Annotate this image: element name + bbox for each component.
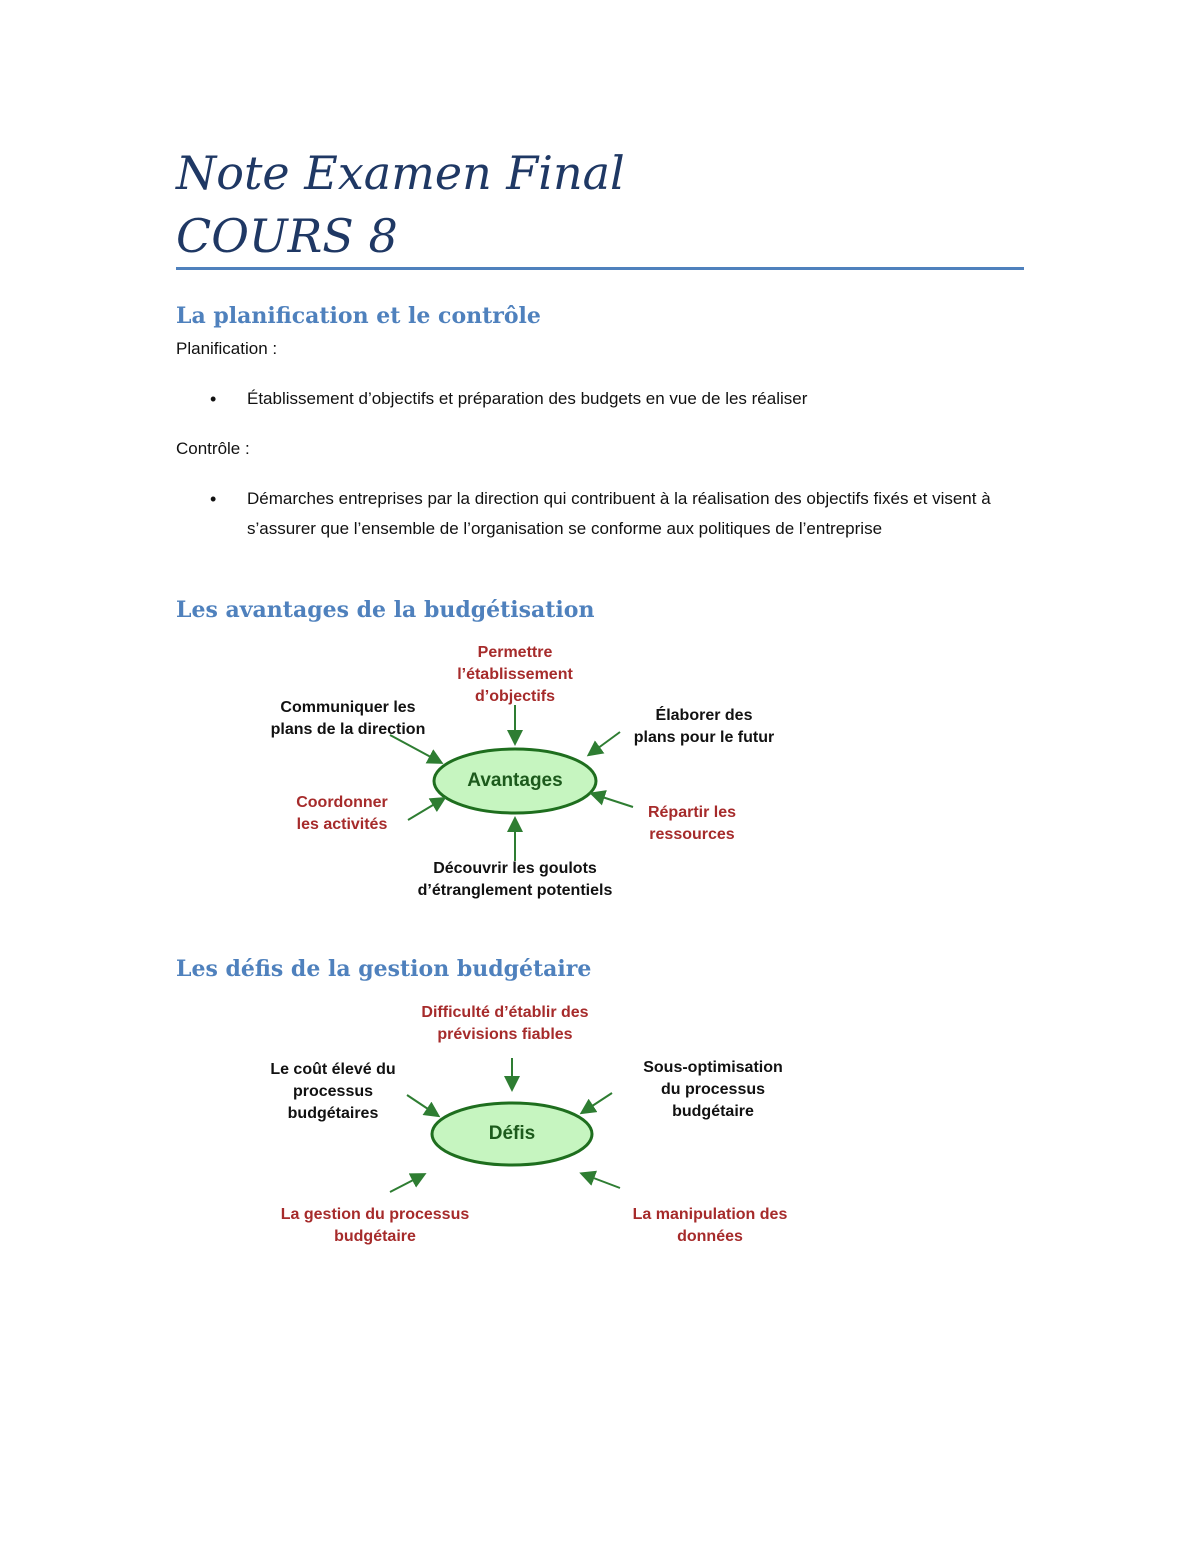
label-decouvrir-goulots: Découvrir les goulots d’étranglement potentiels [417, 860, 613, 899]
label-difficulte-previsions: Difficulté d’établir des prévisions fiables [421, 1004, 589, 1043]
planification-label: Planification : [176, 339, 278, 358]
defis-center-label: Défis [488, 1123, 536, 1144]
bullet-icon: • [210, 489, 217, 509]
label-manipulation-donnees: La manipulation des données [632, 1206, 788, 1245]
label-permettre-objectifs: Permettre l’établissement d’objectifs [457, 644, 573, 705]
heading-defis: Les défis de la gestion budgétaire [176, 956, 592, 982]
label-cout-eleve: Le coût élevé du processus budgétaires [270, 1061, 396, 1122]
label-repartir-ressources: Répartir les ressources [647, 804, 737, 843]
heading-planification-controle: La planification et le contrôle [176, 303, 541, 329]
planification-bullet-text: Établissement d’objectifs et préparation des budgets en vue de les réaliser [247, 389, 808, 408]
arrow-bottom-right [583, 1174, 620, 1188]
avantages-diagram [250, 640, 810, 910]
arrow-top-right [583, 1093, 612, 1112]
heading-avantages: Les avantages de la budgétisation [176, 597, 595, 623]
label-elaborer-plans: Élaborer des plans pour le futur [633, 707, 775, 746]
label-coordonner-activites: Coordonner les activités [296, 794, 388, 833]
defis-diagram [250, 1000, 810, 1270]
bullet-icon: • [210, 389, 217, 409]
avantages-center-label: Avantages [467, 770, 563, 791]
document-subtitle: COURS 8 [176, 209, 398, 263]
label-sous-optimisation: Sous-optimisation du processus budgétaire [643, 1059, 783, 1120]
label-communiquer-plans: Communiquer les plans de la direction [270, 699, 426, 738]
label-gestion-processus: La gestion du processus budgétaire [280, 1206, 470, 1245]
controle-label: Contrôle : [176, 439, 250, 458]
controle-bullet-text: Démarches entreprises par la direction qui contribuent à la réalisation des objectifs fixés et visent à s’assurer que l’ensemble de l’organisation se conforme aux politiques de l’entreprise [247, 489, 991, 538]
arrow-bottom-left [390, 1175, 423, 1192]
title-rule [176, 267, 1024, 270]
document-title: Note Examen Final [176, 146, 625, 200]
